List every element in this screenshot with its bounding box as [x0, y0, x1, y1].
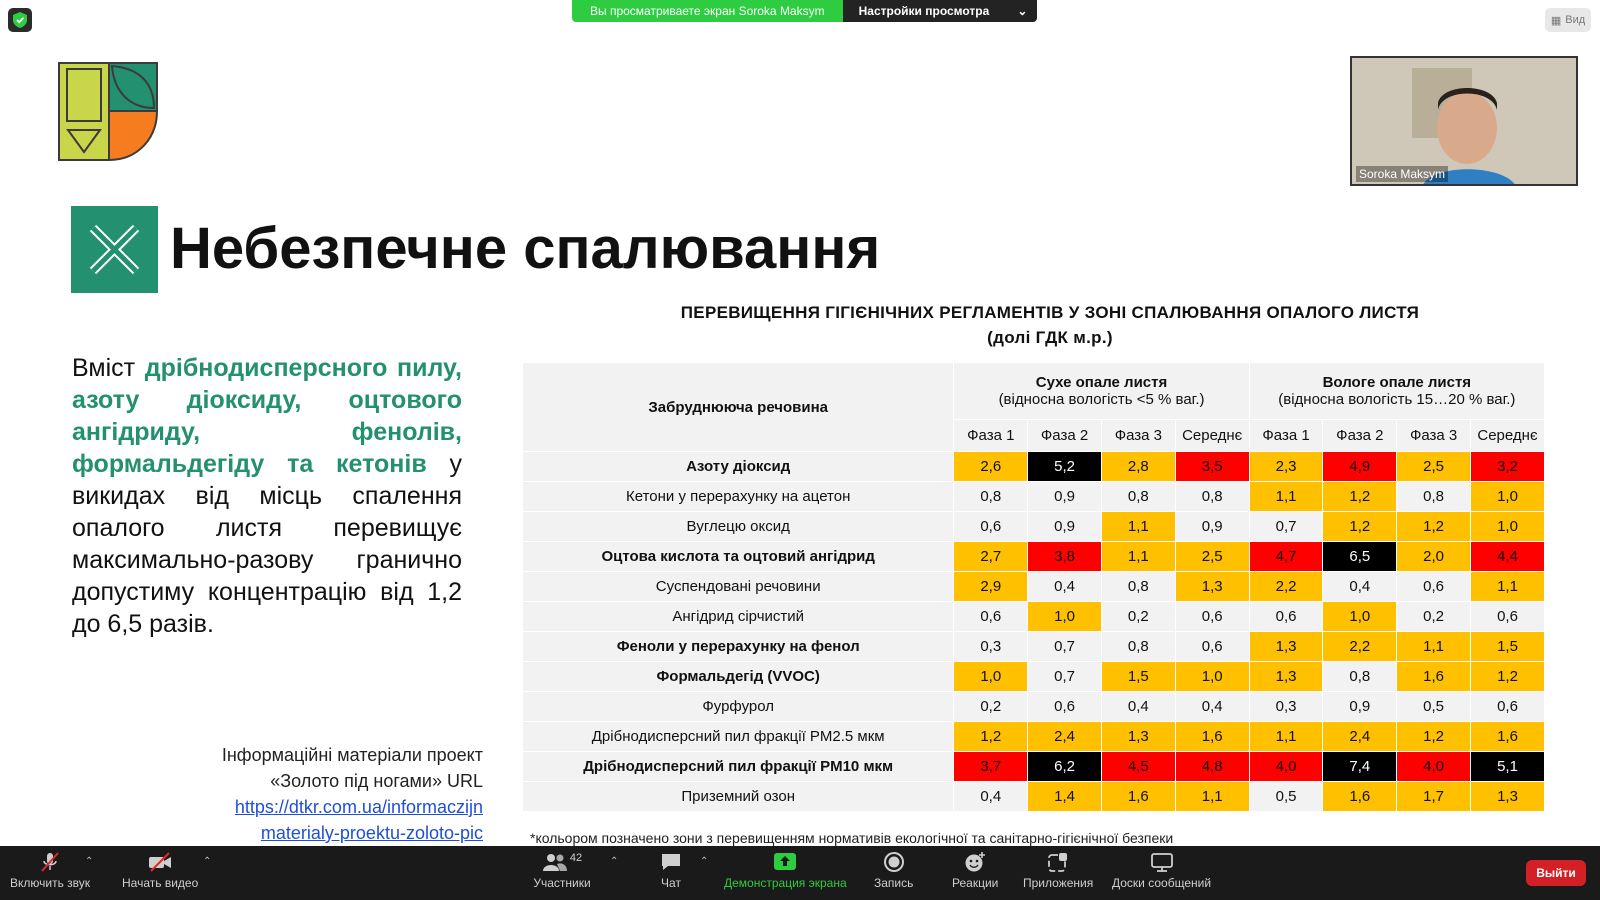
value-cell: 0,8 — [1101, 632, 1175, 662]
value-cell: 0,8 — [1323, 662, 1397, 692]
substance-name: Приземний озон — [523, 782, 954, 812]
paragraph-highlight: дрібнодисперсного пилу, азоту діоксиду, оцтового ангідриду, фенолів, формальдегіду та кетонів — [72, 354, 462, 478]
value-cell: 0,8 — [1397, 482, 1471, 512]
value-cell: 1,2 — [1323, 482, 1397, 512]
meeting-toolbar — [0, 846, 1600, 900]
table-row — [523, 452, 1545, 482]
value-cell: 0,9 — [1175, 512, 1249, 542]
table-row — [523, 632, 1545, 662]
value-cell: 1,3 — [1175, 572, 1249, 602]
value-cell: 0,9 — [1323, 692, 1397, 722]
value-cell: 3,2 — [1471, 452, 1545, 482]
value-cell: 0,6 — [1175, 632, 1249, 662]
info-link-1[interactable]: https://dtkr.com.ua/informaczijn — [234, 797, 483, 817]
value-cell: 4,0 — [1397, 752, 1471, 782]
whiteboards-label: Доски сообщений — [1112, 876, 1212, 890]
reactions-button[interactable] — [952, 852, 998, 890]
value-cell: 1,5 — [1101, 662, 1175, 692]
value-cell: 0,7 — [1249, 512, 1323, 542]
view-settings-label: Настройки просмотра — [858, 4, 990, 18]
info-link-2[interactable]: materialy-proektu-zoloto-pic — [260, 823, 483, 843]
value-cell: 1,2 — [1397, 512, 1471, 542]
table-row — [523, 602, 1545, 632]
share-screen-label: Демонстрация экрана — [724, 876, 847, 890]
phase-header: Фаза 3 — [1397, 420, 1471, 452]
value-cell: 1,7 — [1397, 782, 1471, 812]
value-cell: 0,4 — [1101, 692, 1175, 722]
table-footnote: *кольором позначено зони з перевищенням нормативів екологічної та санітарно-гігієнічної безпеки — [530, 830, 1174, 846]
project-logo — [58, 62, 158, 162]
table-title-line-1: ПЕРЕВИЩЕННЯ ГІГІЄНІЧНИХ РЕГЛАМЕНТІВ У ЗОНІ СПАЛЮВАННЯ ОПАЛОГО ЛИСТЯ — [680, 303, 1420, 322]
chevron-down-icon: ⌄ — [1017, 4, 1028, 18]
paragraph-rest: у викидах від місць спалення опалого листя перевищує максимально-разову гранично допустиму концентрацію від 1,2 до 6,5 разів. — [72, 450, 462, 638]
value-cell: 1,1 — [1249, 722, 1323, 752]
phase-header: Середнє — [1471, 420, 1545, 452]
slide-title: Небезпечне спалювання — [170, 216, 881, 281]
smiley-icon — [962, 852, 988, 872]
value-cell: 3,8 — [1028, 542, 1102, 572]
value-cell: 1,6 — [1323, 782, 1397, 812]
microphone-muted-icon — [37, 852, 63, 872]
value-cell: 1,4 — [1028, 782, 1102, 812]
value-cell: 0,9 — [1028, 512, 1102, 542]
value-cell: 0,6 — [1471, 602, 1545, 632]
value-cell: 5,2 — [1028, 452, 1102, 482]
chat-button[interactable] — [658, 852, 684, 890]
substance-name: Суспендовані речовини — [523, 572, 954, 602]
value-cell: 0,5 — [1397, 692, 1471, 722]
start-video-button[interactable] — [122, 852, 198, 890]
chat-label: Чат — [661, 876, 681, 890]
share-screen-button[interactable] — [724, 852, 847, 890]
value-cell: 0,6 — [954, 602, 1028, 632]
substance-name: Феноли у перерахунку на фенол — [523, 632, 954, 662]
value-cell: 2,3 — [1249, 452, 1323, 482]
table-row — [523, 512, 1545, 542]
table-title — [530, 300, 1570, 350]
table-row — [523, 662, 1545, 692]
value-cell: 0,3 — [1249, 692, 1323, 722]
value-cell: 1,2 — [1397, 722, 1471, 752]
table-row — [523, 692, 1545, 722]
value-cell: 1,1 — [1397, 632, 1471, 662]
value-cell: 4,4 — [1471, 542, 1545, 572]
view-button-label: Вид — [1565, 14, 1586, 26]
value-cell: 1,2 — [1471, 662, 1545, 692]
table-header-wet — [1249, 363, 1544, 420]
value-cell: 0,5 — [1249, 782, 1323, 812]
value-cell: 0,9 — [1028, 482, 1102, 512]
value-cell: 0,4 — [954, 782, 1028, 812]
value-cell: 2,0 — [1397, 542, 1471, 572]
value-cell: 2,8 — [1101, 452, 1175, 482]
share-status-text: Вы просматриваете экран Soroka Maksym — [572, 0, 843, 22]
value-cell: 0,6 — [954, 512, 1028, 542]
participants-caret-icon[interactable]: ⌃ — [610, 856, 619, 867]
wet-group-subtitle: (відносна вологість 15…20 % ваг.) — [1278, 391, 1516, 409]
substance-name: Кетони у перерахунку на ацетон — [523, 482, 954, 512]
phase-header: Фаза 3 — [1101, 420, 1175, 452]
value-cell: 1,0 — [1175, 662, 1249, 692]
participants-icon — [532, 852, 592, 872]
substance-name: Дрібнодисперсний пил фракції PM10 мкм — [523, 752, 954, 782]
phase-header: Фаза 1 — [1249, 420, 1323, 452]
value-cell: 2,9 — [954, 572, 1028, 602]
phase-header: Фаза 2 — [1323, 420, 1397, 452]
value-cell: 7,4 — [1323, 752, 1397, 782]
participant-video-tile[interactable] — [1350, 56, 1578, 186]
video-options-caret-icon[interactable]: ⌃ — [203, 856, 212, 867]
substance-name: Фурфурол — [523, 692, 954, 722]
value-cell: 1,3 — [1249, 662, 1323, 692]
wet-group-title: Вологе опале листя — [1322, 374, 1472, 392]
substance-name: Вуглецю оксид — [523, 512, 954, 542]
slide-paragraph — [72, 352, 462, 640]
value-cell: 1,1 — [1101, 542, 1175, 572]
whiteboard-icon — [1149, 852, 1175, 872]
value-cell: 1,1 — [1175, 782, 1249, 812]
info-line-1: Інформаційні матеріали проект — [221, 745, 483, 765]
substance-name: Дрібнодисперсний пил фракції PM2.5 мкм — [523, 722, 954, 752]
value-cell: 0,2 — [954, 692, 1028, 722]
value-cell: 2,6 — [954, 452, 1028, 482]
value-cell: 1,2 — [1323, 512, 1397, 542]
value-cell: 1,0 — [1323, 602, 1397, 632]
table-row — [523, 722, 1545, 752]
table-row — [523, 482, 1545, 512]
value-cell: 3,7 — [954, 752, 1028, 782]
value-cell: 0,2 — [1397, 602, 1471, 632]
value-cell: 0,8 — [1101, 572, 1175, 602]
value-cell: 2,4 — [1028, 722, 1102, 752]
video-off-icon — [147, 852, 173, 872]
audio-options-caret-icon[interactable]: ⌃ — [85, 856, 94, 867]
table-header-substance: Забруднююча речовина — [523, 363, 954, 452]
value-cell: 1,1 — [1249, 482, 1323, 512]
value-cell: 1,3 — [1249, 632, 1323, 662]
value-cell: 0,8 — [954, 482, 1028, 512]
value-cell: 0,7 — [1028, 632, 1102, 662]
value-cell: 1,5 — [1471, 632, 1545, 662]
chat-caret-icon[interactable]: ⌃ — [700, 856, 709, 867]
phase-header: Фаза 2 — [1028, 420, 1102, 452]
value-cell: 6,2 — [1028, 752, 1102, 782]
value-cell: 4,9 — [1323, 452, 1397, 482]
value-cell: 6,5 — [1323, 542, 1397, 572]
value-cell: 2,5 — [1397, 452, 1471, 482]
value-cell: 2,4 — [1323, 722, 1397, 752]
phase-header: Середнє — [1175, 420, 1249, 452]
value-cell: 5,1 — [1471, 752, 1545, 782]
value-cell: 0,6 — [1397, 572, 1471, 602]
info-line-2: «Золото під ногами» URL — [270, 771, 483, 791]
share-screen-icon — [772, 852, 798, 872]
value-cell: 1,6 — [1101, 782, 1175, 812]
value-cell: 1,0 — [1028, 602, 1102, 632]
value-cell: 1,3 — [1101, 722, 1175, 752]
dry-group-subtitle: (відносна вологість <5 % ваг.) — [998, 391, 1205, 409]
value-cell: 1,0 — [1471, 512, 1545, 542]
table-row — [523, 782, 1545, 812]
value-cell: 0,6 — [1249, 602, 1323, 632]
table-row — [523, 752, 1545, 782]
value-cell: 1,6 — [1397, 662, 1471, 692]
apps-icon — [1045, 852, 1071, 872]
unmute-label: Включить звук — [10, 876, 91, 890]
paragraph-intro: Вміст — [72, 354, 145, 382]
value-cell: 0,4 — [1175, 692, 1249, 722]
value-cell: 3,5 — [1175, 452, 1249, 482]
apps-label: Приложения — [1023, 876, 1094, 890]
info-block — [160, 742, 483, 846]
value-cell: 4,0 — [1249, 752, 1323, 782]
value-cell: 4,5 — [1101, 752, 1175, 782]
table-header-dry — [954, 363, 1249, 420]
view-settings-dropdown[interactable] — [843, 0, 1038, 22]
value-cell: 0,7 — [1028, 662, 1102, 692]
start-video-label: Начать видео — [122, 876, 199, 890]
substance-name: Азоту діоксид — [523, 452, 954, 482]
whiteboards-button[interactable] — [1112, 852, 1211, 890]
value-cell: 2,2 — [1323, 632, 1397, 662]
value-cell: 1,3 — [1471, 782, 1545, 812]
substance-name: Формальдегід (VVOC) — [523, 662, 954, 692]
security-shield-icon[interactable] — [8, 8, 32, 32]
phase-header: Фаза 1 — [954, 420, 1028, 452]
value-cell: 1,0 — [954, 662, 1028, 692]
value-cell: 0,6 — [1175, 602, 1249, 632]
view-button[interactable] — [1545, 8, 1591, 32]
value-cell: 4,7 — [1249, 542, 1323, 572]
cross-icon — [71, 206, 158, 293]
participants-count: 42 — [569, 852, 583, 864]
value-cell: 1,6 — [1471, 722, 1545, 752]
participants-label: Участники — [533, 876, 591, 890]
value-cell: 1,1 — [1471, 572, 1545, 602]
value-cell: 0,4 — [1028, 572, 1102, 602]
value-cell: 2,7 — [954, 542, 1028, 572]
record-label: Запись — [874, 876, 914, 890]
value-cell: 0,3 — [954, 632, 1028, 662]
substance-name: Ангідрид сірчистий — [523, 602, 954, 632]
reactions-label: Реакции — [952, 876, 999, 890]
substance-name: Оцтова кислота та оцтовий ангідрид — [523, 542, 954, 572]
grid-icon: ▦ — [1550, 14, 1562, 27]
table-row — [523, 542, 1545, 572]
value-cell: 0,2 — [1101, 602, 1175, 632]
apps-button[interactable] — [1023, 852, 1093, 890]
chat-icon — [658, 852, 684, 872]
value-cell: 1,6 — [1175, 722, 1249, 752]
value-cell: 0,6 — [1471, 692, 1545, 722]
value-cell: 1,0 — [1471, 482, 1545, 512]
value-cell: 1,1 — [1101, 512, 1175, 542]
unmute-button[interactable] — [10, 852, 90, 890]
participant-name: Soroka Maksym — [1356, 166, 1448, 182]
value-cell: 0,6 — [1028, 692, 1102, 722]
value-cell: 0,8 — [1101, 482, 1175, 512]
record-button[interactable] — [874, 852, 913, 890]
value-cell: 1,2 — [954, 722, 1028, 752]
record-icon — [881, 852, 907, 872]
value-cell: 2,5 — [1175, 542, 1249, 572]
value-cell: 0,4 — [1323, 572, 1397, 602]
table-title-line-2: (долі ГДК м.р.) — [987, 328, 1113, 347]
screen-share-banner — [572, 0, 1037, 22]
leave-meeting-button[interactable]: Выйти — [1526, 860, 1586, 886]
value-cell: 2,2 — [1249, 572, 1323, 602]
value-cell: 0,8 — [1175, 482, 1249, 512]
participants-button[interactable] — [532, 852, 592, 890]
pollutants-table — [522, 362, 1545, 812]
dry-group-title: Сухе опале листя — [1035, 374, 1168, 392]
table-row — [523, 572, 1545, 602]
value-cell: 4,8 — [1175, 752, 1249, 782]
